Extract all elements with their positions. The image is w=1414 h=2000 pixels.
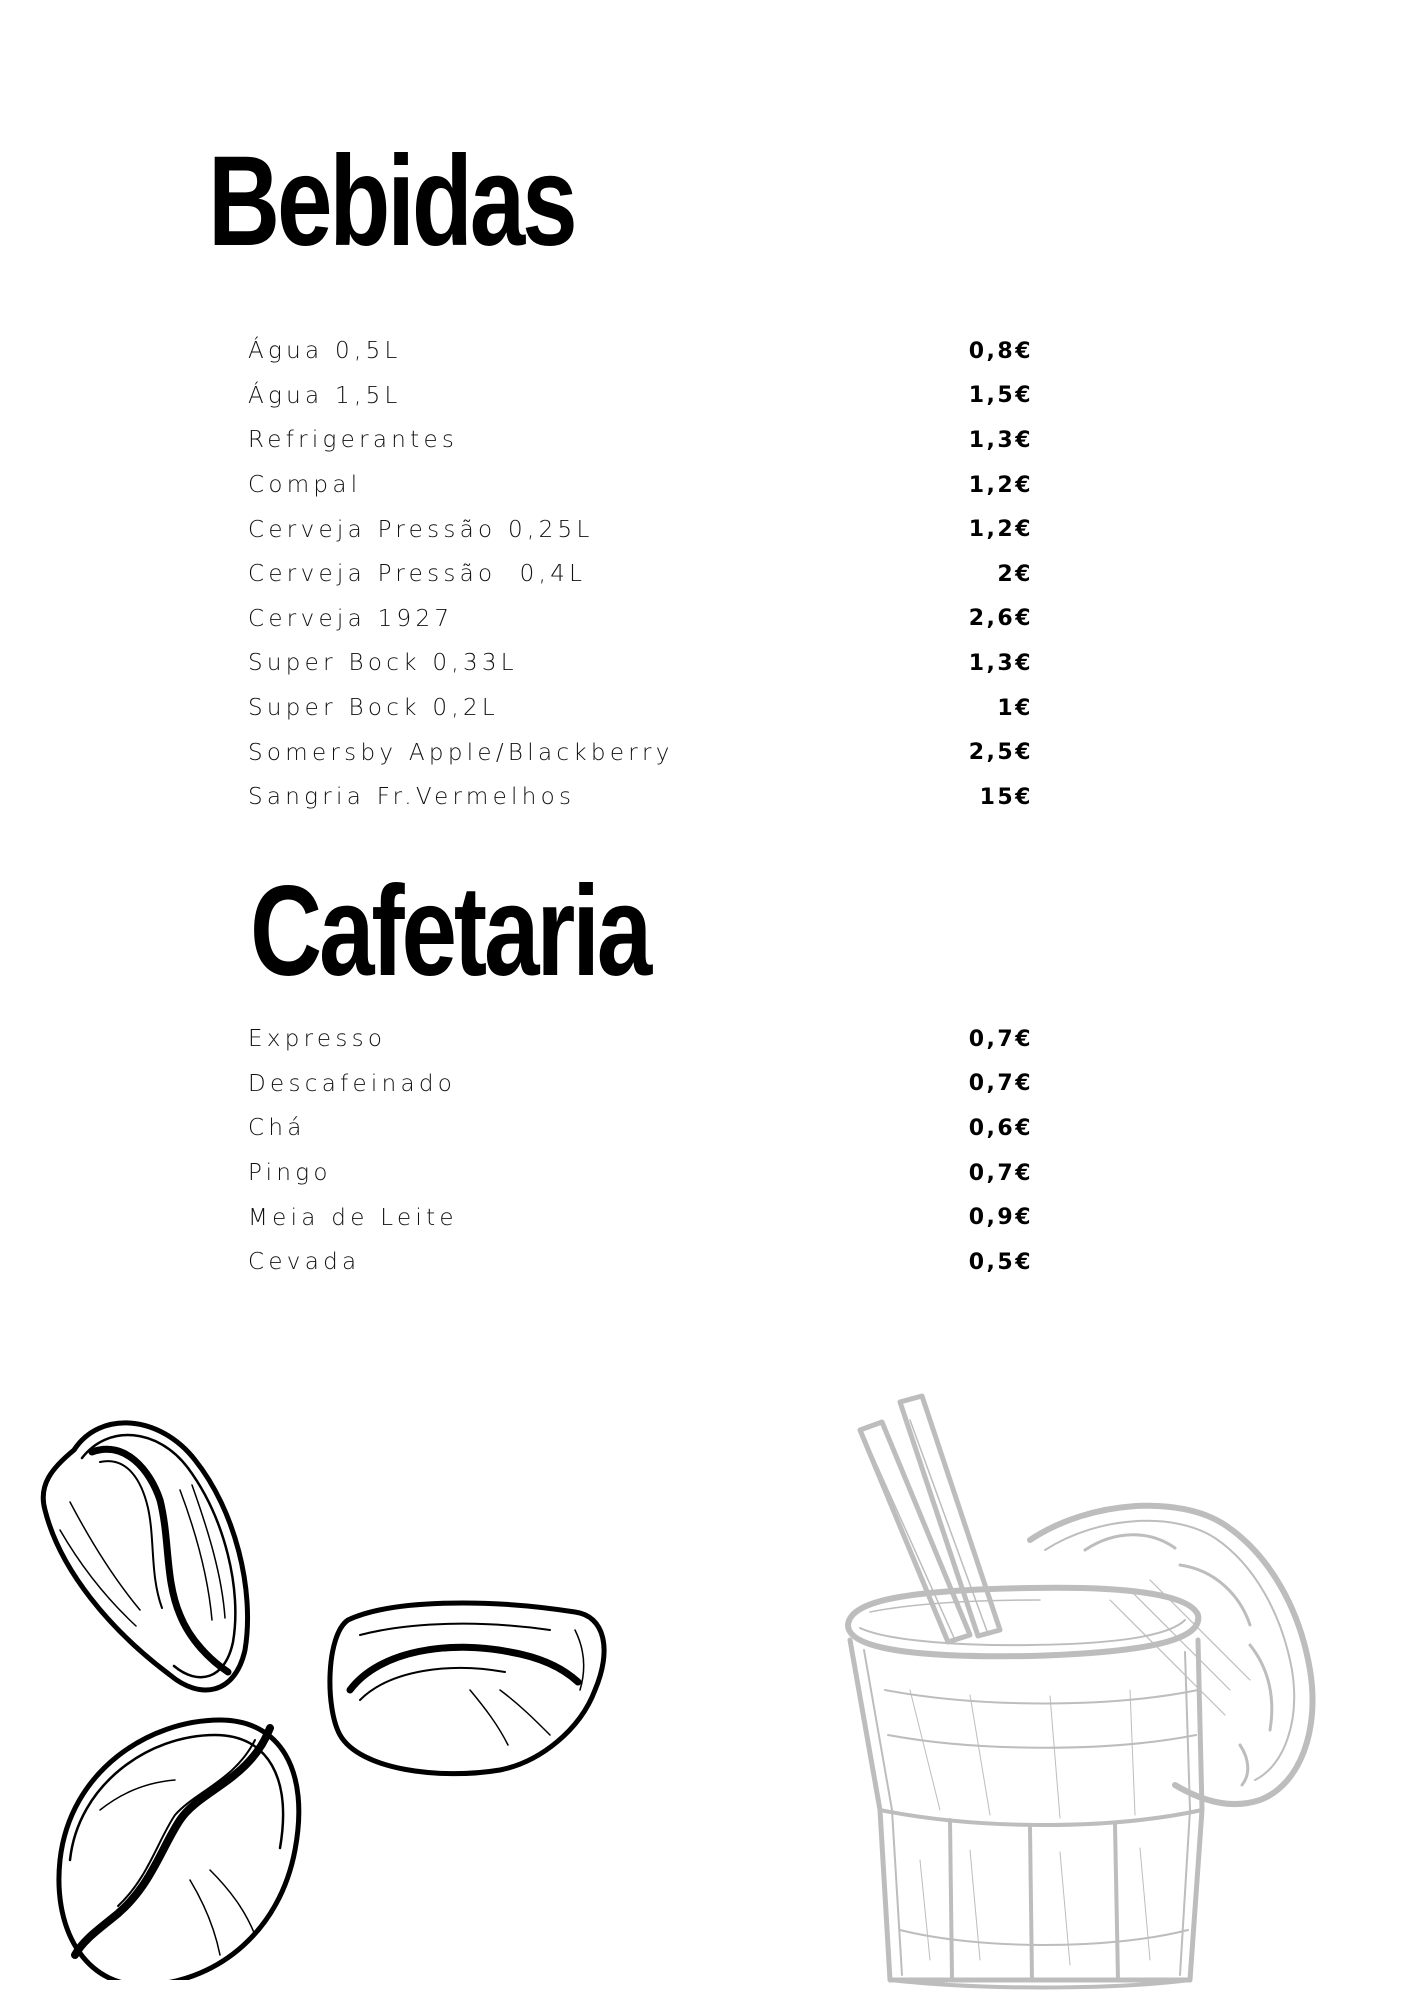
menu-item	[248, 463, 1033, 508]
item-name: Pingo	[248, 1160, 332, 1187]
item-name: Água 0,5L	[248, 338, 402, 365]
menu-item	[248, 686, 1033, 731]
item-name: Refrigerantes	[248, 427, 459, 454]
section-title-cafetaria: Cafetaria	[250, 860, 650, 1003]
coffee-bean-icon	[43, 1423, 247, 1690]
item-name: Cerveja Pressão 0,25L	[248, 516, 594, 543]
cocktail-glass-icon	[830, 1390, 1410, 1990]
item-name: Expresso	[248, 1026, 387, 1053]
menu-item	[248, 1195, 1033, 1240]
glass-body-icon	[850, 1640, 1202, 1988]
item-price: 2,6€	[968, 606, 1033, 632]
item-name: Cerveja 1927	[248, 605, 454, 632]
item-price: 2,5€	[968, 740, 1033, 766]
item-price: 0,7€	[968, 1026, 1033, 1052]
menu-item	[248, 597, 1033, 642]
item-price: 0,7€	[968, 1071, 1033, 1097]
item-price: 1,2€	[968, 517, 1033, 543]
coffee-bean-icon	[330, 1603, 604, 1774]
item-price: 0,6€	[968, 1115, 1033, 1141]
section-title-bebidas: Bebidas	[208, 130, 575, 273]
item-name: Super Bock 0,33L	[248, 650, 518, 677]
coffee-beans-icon	[30, 1390, 620, 1980]
menu-item	[248, 329, 1033, 374]
menu-item	[248, 1062, 1033, 1107]
item-name: 0,5€	[968, 1249, 1033, 1275]
menu-item	[248, 775, 1033, 820]
item-name: Chá	[248, 1115, 306, 1142]
item-price: 1,3€	[968, 650, 1033, 676]
item-name: Somersby Apple/Blackberry	[248, 739, 674, 766]
item-price: 1,5€	[968, 383, 1033, 409]
menu-item	[248, 374, 1033, 419]
item-name: Cerveja Pressão 0,4L	[248, 561, 587, 588]
item-price: 1,3€	[968, 427, 1033, 453]
menu-item	[248, 507, 1033, 552]
item-price: 15€	[979, 784, 1033, 810]
glass-rim-icon	[848, 1588, 1198, 1657]
menu-item	[248, 418, 1033, 463]
menu-item	[248, 1106, 1033, 1151]
item-price: 1€	[997, 695, 1033, 721]
menu-item	[248, 1240, 1033, 1285]
item-name: Cevada	[248, 1249, 361, 1276]
item-price: 0,7€	[968, 1160, 1033, 1186]
menu-item	[248, 1017, 1033, 1062]
menu-list-bebidas	[248, 329, 1033, 820]
menu-item	[248, 1151, 1033, 1196]
straw-icon	[860, 1396, 1000, 1642]
item-price: 0,8€	[968, 338, 1033, 364]
item-name: Compal	[248, 472, 362, 499]
menu-item	[248, 552, 1033, 597]
item-name: Descafeinado	[248, 1070, 457, 1097]
menu-list-cafetaria	[248, 1017, 1033, 1285]
item-price: 2€	[997, 561, 1033, 587]
item-price: 0,9€	[968, 1205, 1033, 1231]
item-name: Meia de Leite	[248, 1204, 458, 1231]
item-name: Água 1,5L	[248, 382, 402, 409]
item-price: 1,2€	[968, 472, 1033, 498]
item-name: Sangria Fr.Vermelhos	[248, 784, 576, 811]
menu-item	[248, 641, 1033, 686]
menu-item	[248, 730, 1033, 775]
item-name: Super Bock 0,2L	[248, 695, 499, 722]
coffee-bean-icon	[59, 1720, 299, 1980]
